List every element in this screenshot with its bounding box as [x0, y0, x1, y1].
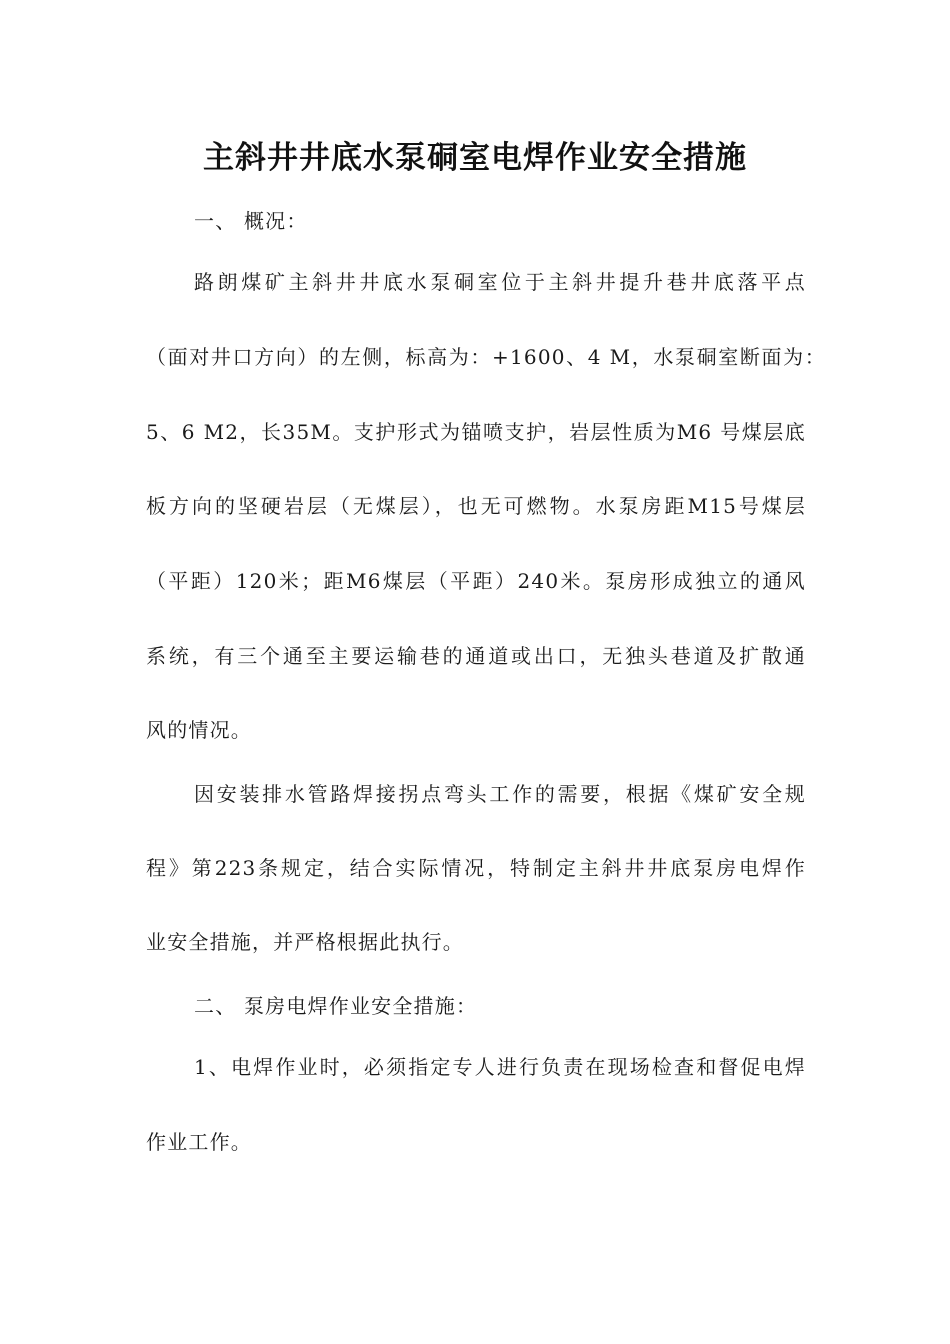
paragraph-line: 程》第223条规定，结合实际情况，特制定主斜井井底泵房电焊作 — [146, 856, 806, 880]
paragraph-line: 因安装排水管路焊接拐点弯头工作的需要，根据《煤矿安全规 — [194, 782, 806, 806]
paragraph-line: 5、6 M2，长35M。支护形式为锚喷支护，岩层性质为M6 号煤层底 — [146, 420, 806, 444]
paragraph-line: 板方向的坚硬岩层（无煤层），也无可燃物。水泵房距M15号煤层 — [146, 494, 806, 518]
list-item-line: 作业工作。 — [146, 1130, 252, 1154]
paragraph-line: 业安全措施，并严格根据此执行。 — [146, 930, 464, 954]
paragraph-line: （平距）120米；距M6煤层（平距）240米。泵房形成独立的通风 — [146, 569, 806, 593]
document-title: 主斜井井底水泵硐室电焊作业安全措施 — [203, 140, 747, 176]
paragraph-line: （面对井口方向）的左侧，标高为：+1600、4 M，水泵硐室断面为： — [146, 345, 826, 369]
paragraph-line: 系统，有三个通至主要运输巷的通道或出口，无独头巷道及扩散通 — [146, 644, 806, 668]
paragraph-line: 路朗煤矿主斜井井底水泵硐室位于主斜井提升巷井底落平点 — [194, 270, 806, 294]
list-item-line: 1、电焊作业时，必须指定专人进行负责在现场检查和督促电焊 — [194, 1055, 806, 1079]
paragraph-line: 风的情况。 — [146, 718, 252, 742]
section-heading-safety-measures: 二、 泵房电焊作业安全措施： — [194, 994, 478, 1018]
section-heading-overview: 一、 概况： — [194, 209, 308, 233]
